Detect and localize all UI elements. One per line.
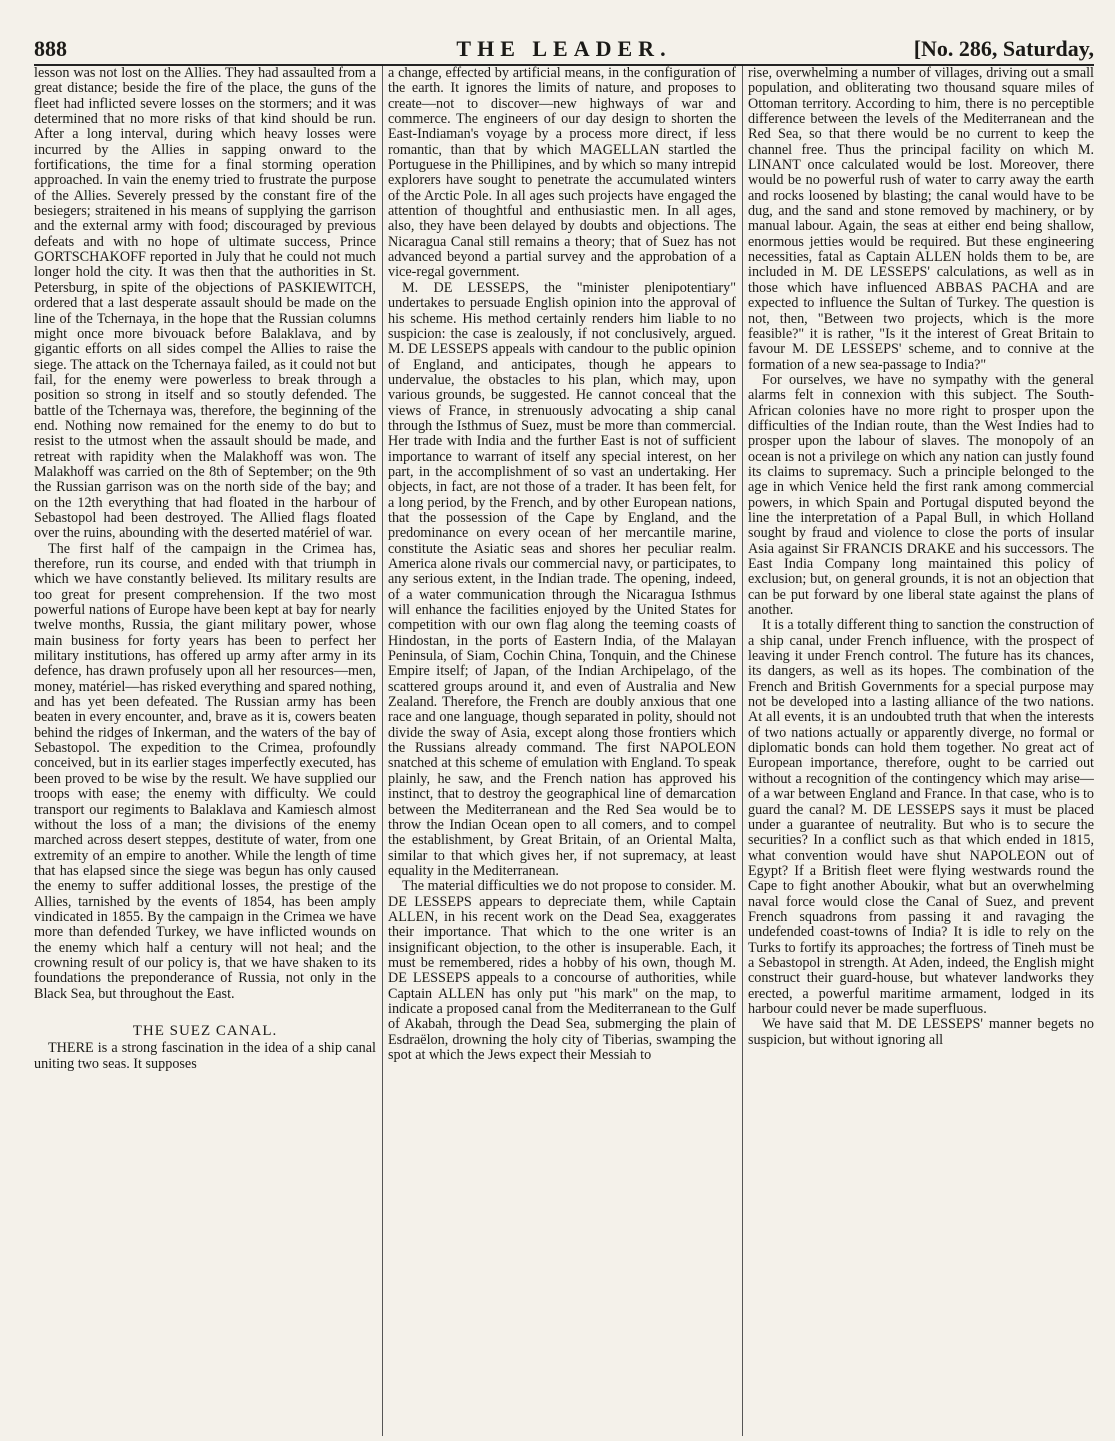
masthead: [34, 34, 1094, 66]
paragraph: The material difficulties we do not propose to consider. M. DE LESSEPS appears to depreciate them, while Captain ALLEN, in his recent work on the Dead Sea, exaggerates their importance. That which to the one writer is an insignificant objection, to the other is insuperable. Each, it must be remembered, rides a hobby of his own, though M. DE LESSEPS appeals to a concourse of authorities, while Captain ALLEN has only put "his mark" on the map, to indicate a proposed canal from the Mediterranean to the Gulf of Akabah, through the Dead Sea, submerging the plain of Esdraëlon, drowning the holy city of Tiberias, swamping the spot at which the Jews expect their Messiah to: [388, 878, 736, 1063]
column-divider: [742, 66, 743, 1436]
paragraph: THERE is a strong fascination in the idea of a ship canal uniting two seas. It supposes: [34, 1040, 376, 1072]
article-columns: [34, 66, 1094, 1436]
paragraph: The first half of the campaign in the Crimea has, therefore, run its course, and ended with that triumph in which we have constantly believed. Its military results are too great for present comprehension. If the two most powerful nations of Europe have been kept at bay for nearly twelve months, Russia, the giant military power, whose main business for forty years has been to perfect her military institutions, has offered up army after army in its defence, has drawn profusely upon all her resources—men, money, matériel—has risked everything and spared nothing, and has yet been defeated. The Russian army has been beaten in every encounter, and, brave as it is, cowers beaten behind the ridges of Inkerman, and the waters of the bay of Sebastopol. The expedition to the Crimea, profoundly conceived, but in its earlier stages imperfectly executed, has been proved to be wise by the result. We have supplied our troops with ease; the enemy with difficulty. We could transport our regiments to Balaklava and Kamiesch almost without the loss of a man; the divisions of the enemy marched across desert steppes, destitute of water, from one extremity of an empire to another. While the length of time that has elapsed since the siege was begun has only caused the enemy to suffer additional losses, the prestige of the Allies, tarnished by the events of 1854, has been amply vindicated in 1855. By the campaign in the Crimea we have more than defended Turkey, we have inflicted wounds on the enemy which half a century will not heal; and the crowning result of our policy is, that we have shaken to its foundations the preponderance of Russia, not only in the Black Sea, but throughout the East.: [34, 540, 376, 1002]
issue-label: [No. 286, Saturday,: [913, 36, 1094, 61]
paragraph: It is a totally different thing to sanction the construction of a ship canal, under French influence, with the prospect of leaving it under French control. The future has its chances, its dangers, as well as its hopes. The combination of the French and British Governments for a special purpose may not be developed into a lasting alliance of the two nations. At all events, it is an undoubted truth that when the interests of two nations actually or apparently diverge, no formal or diplomatic bonds can hold them together. No great act of European importance, therefore, ought to be carried out without a recognition of the contingency which may arise—of a war between England and France. In that case, who is to guard the canal? M. DE LESSEPS says it must be placed under a guarantee of neutrality. But who is to secure the securities? In a conflict such as that which ended in 1815, what convention would have shut NAPOLEON out of Egypt? If a British fleet were flying westwards round the Cape to fight another Aboukir, what but an overwhelming naval force would close the Canal of Suez, and prevent French squadrons from passing it and ravaging the undefended coast-towns of India? It is idle to rely on the Turks to fortify its approaches; the fortress of Tineh must be a Sebastopol in strength. At Aden, indeed, the English might construct their guard-house, but whatever landworks they erected, a powerful maritime armament, lodged in its harbour could never be made superfluous.: [748, 617, 1094, 1017]
paragraph: a change, effected by artificial means, in the configuration of the earth. It ignores the limits of nature, and proposes to create—not to discover—new highways of war and commerce. The engineers of our day design to shorten the East-Indiaman's voyage by a process more direct, if less romantic, than that by which MAGELLAN startled the Portuguese in the Phillipines, and by which so many intrepid explorers have sought to penetrate the accumulated winters of the Arctic Pole. In all ages such projects have engaged the attention of thoughtful and enthusiastic men. In all ages, also, they have been delayed by doubts and objections. The Nicaragua Canal still remains a theory; that of Suez has not advanced beyond a partial survey and the approbation of a vice-regal government.: [388, 66, 736, 281]
newspaper-title: THE LEADER.: [456, 36, 672, 61]
paragraph: rise, overwhelming a number of villages, driving out a small population, and obliterating two thousand square miles of Ottoman territory. According to him, there is no perceptible difference between the levels of the Mediterranean and the Red Sea, so that there would be no current to keep the channel free. Thus the principal facility on which M. LINANT once calculated would be lost. Moreover, there would be no powerful rush of water to carry away the earth and rocks loosened by blasting; the canal would have to be dug, and the sand and stone removed by machinery, or by manual labour. Again, the seas at either end being shallow, enormous jetties would be required. But these engineering necessities, fatal as Captain ALLEN holds them to be, are included in M. DE LESSEPS' calculations, as well as in those which have influenced ABBAS PACHA and are expected to influence the Sultan of Turkey. The question is not, then, "Between two projects, which is the more feasible?" it is rather, "Is it the interest of Great Britain to favour M. DE LESSEPS' scheme, and to connive at the formation of a new sea-passage to India?": [748, 66, 1094, 373]
column-divider: [382, 66, 383, 1436]
paragraph: For ourselves, we have no sympathy with the general alarms felt in connexion with this subject. The South-African colonies have no more right to prosper upon the difficulties of the Indian route, than the West Indies had to prosper upon the labour of slaves. The monopoly of an ocean is not a privilege on which any nation can justly found its claims to supremacy. Such a principle belonged to the age in which Venice held the first rank among commercial powers, in which Spain and Portugal disputed beyond the line the interpretation of a Papal Bull, in which Holland sought by fraud and violence to close the ports of insular Asia against Sir FRANCIS DRAKE and his successors. The East India Company long maintained this policy of exclusion; but, on general grounds, it is not an objection that can be put forward by one liberal state against the plans of another.: [748, 371, 1094, 619]
column-1: [34, 66, 376, 1436]
paragraph: lesson was not lost on the Allies. They had assaulted from a great distance; beside the fire of the place, the guns of the fleet had inflicted severe losses on the stormers; and it was determined that no more risks of that kind should be run. After a long interval, during which heavy losses were incurred by the Allies in sapping onward to the fortifications, the time for a final storming operation approached. In vain the enemy tried to frustrate the purpose of the Allies. Severely pressed by the constant fire of the besiegers; straitened in his means of supplying the garrison and the external army with food; discouraged by previous defeats and with no hope of ultimate success, Prince GORTSCHAKOFF reported in July that he could not much longer hold the city. It was then that the authorities in St. Petersburg, in spite of the objections of PASKIEWITCH, ordered that a last desperate assault should be made on the line of the Tchernaya, in the hope that the Russian columns might once more bivouack before Balaklava, and by gigantic efforts on all sides compel the Allies to raise the siege. The attack on the Tchernaya failed, as it could not but fail, for the enemy were powerless to break through a position so strong in itself and so stoutly defended. The battle of the Tchernaya was, therefore, the beginning of the end. Nothing now remained for the enemy to do but to resist to the utmost when the assault should be made, and retreat with rapidity when the Malakhoff was won. The Malakhoff was carried on the 8th of September; on the 9th the Russian garrison was on the north side of the bay; and on the 12th everything that had floated in the harbour of Sebastopol had been destroyed. The Allied flags floated over the ruins, abounding with the deserted matériel of war.: [34, 66, 376, 542]
column-3: [748, 66, 1094, 1436]
column-2: [388, 66, 736, 1436]
paragraph: M. DE LESSEPS, the "minister plenipotentiary" undertakes to persuade English opinion into the approval of his scheme. His method certainly renders him liable to no suspicion: the case is zealously, if not conclusively, argued. M. DE LESSEPS appeals with candour to the public opinion of England, and anticipates, though he appears to undervalue, the obstacles to his plan, which may, upon various grounds, be suggested. He cannot conceal that the views of France, in strenuously advocating a ship canal through the Isthmus of Suez, must be more than commercial. Her trade with India and the further East is not of sufficient importance to warrant of itself any special interest, on her part, in the accomplishment of so vast an undertaking. Her objects, in fact, are not those of a trader. It has been felt, for a long period, by the French, and by other European nations, that the possession of the Cape by England, and the predominance on every ocean of her mercantile marine, constitute the Asiatic seas and shores her peculiar realm. America alone rivals our commercial navy, or participates, to any serious extent, in the Indian trade. The opening, indeed, of a water communication through the Nicaragua Isthmus will enhance the facilities enjoyed by the United States for competition with our own flag along the teeming coasts of Hindostan, in the ports of Eastern India, of the Malayan Peninsula, of Siam, Cochin China, Tonquin, and the Chinese Empire itself; of Japan, of the Indian Archipelago, of the scattered groups around it, and even of Australia and New Zealand. Therefore, the French are doubly anxious that one race and one language, though separated in polity, should not divide the sway of Asia, except along those frontiers which the Russians already command. The first NAPOLEON snatched at this scheme of emulation with England. To speak plainly, he saw, and the French nation has approved his instinct, that to destroy the geographical line of demarcation between the Mediterranean and the Red Sea would be to throw the Indian Ocean open to all comers, and to compel the establishment, by Great Britain, of an Oriental Malta, similar to that which gives her, if not supremacy, at least equality in the Mediterranean.: [388, 279, 736, 879]
paragraph: We have said that M. DE LESSEPS' manner begets no suspicion, but without ignoring all: [748, 1016, 1094, 1048]
section-heading: THE SUEZ CANAL.: [132, 1022, 278, 1039]
page-number: 888: [34, 36, 67, 61]
